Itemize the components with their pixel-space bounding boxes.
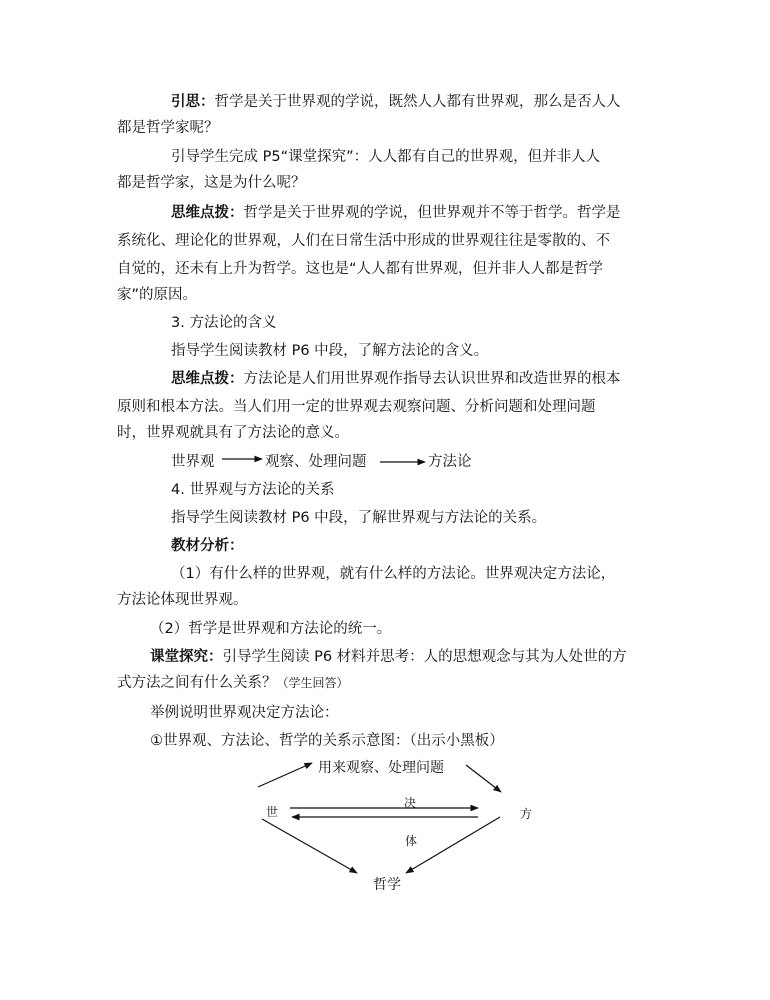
text-yinsi-1: 哲学是关于世界观的学说，既然人人都有世界观，那么是否人人 (214, 94, 621, 110)
paragraph-read-methodology: 指导学生阅读教材 P6 中段，了解方法论的含义。 (171, 343, 489, 359)
text-explore-1: 引导学生阅读 P6 材料并思考：人的思想观念与其为人处世的方 (222, 649, 627, 665)
diagram-label-right: 方 (520, 807, 533, 821)
flow-methodology: 方法论 (428, 454, 472, 470)
paragraph-point1-line2: 方法论体现世界观。 (117, 592, 248, 608)
label-textbook-analysis: 教材分析： (171, 538, 244, 554)
diagram-label-mid-bottom: 体 (405, 834, 418, 848)
paragraph-hint-line3: 自觉的，还未有上升为哲学。这也是“人人都有世界观，但并非人人都是哲学 (117, 261, 604, 277)
label-hint: 思维点拨： (171, 205, 244, 221)
diagram-label-top: 用来观察、处理问题 (318, 760, 444, 776)
text-hint-1: 哲学是关于世界观的学说，但世界观并不等于哲学。哲学是 (243, 205, 621, 221)
label-hint2: 思维点拨： (171, 371, 244, 387)
paragraph-hint-line4: 家”的原因。 (117, 287, 198, 303)
paragraph-hint-line2: 系统化、理论化的世界观，人们在日常生活中形成的世界观往往是零散的、不 (117, 233, 610, 249)
paragraph-hint2-line2: 原则和根本方法。当人们用一定的世界观去观察问题、分析问题和处理问题 (117, 399, 596, 415)
text-explore-2: 式方法之间有什么关系？ (117, 675, 277, 691)
flow-worldview: 世界观 (171, 454, 215, 470)
label-yinsi: 引思： (171, 94, 215, 110)
paragraph-guide-line1: 引导学生完成 P5“课堂探究”：人人都有自己的世界观，但并非人人 (171, 149, 601, 165)
heading-methodology: 3. 方法论的含义 (171, 315, 277, 331)
label-explore: 课堂探究： (150, 649, 223, 665)
paragraph-hint2-line3: 时，世界观就具有了方法论的意义。 (117, 425, 349, 441)
diagram-label-left: 世 (266, 805, 279, 819)
diagram-arrow-left-to-bottom (262, 819, 357, 873)
heading-relation: 4. 世界观与方法论的关系 (171, 482, 335, 498)
paragraph-point2: （2）哲学是世界观和方法论的统一。 (150, 621, 392, 637)
flow-observe: 观察、处理问题 (265, 454, 367, 470)
text-hint2-1: 方法论是人们用世界观作指导去认识世界和改造世界的根本 (243, 371, 621, 387)
paragraph-yinsi-line2: 都是哲学家呢？ (117, 120, 219, 136)
paragraph-example: 举例说明世界观决定方法论： (150, 705, 339, 721)
diagram-arrow-down-right (466, 765, 501, 792)
paragraph-point1-line1: （1）有什么样的世界观，就有什么样的方法论。世界观决定方法论， (171, 566, 616, 582)
diagram-arrow-right-to-bottom (406, 817, 500, 873)
paragraph-read-relation: 指导学生阅读教材 P6 中段，了解世界观与方法论的关系。 (171, 510, 547, 526)
text-explore-note: （学生回答） (276, 676, 349, 690)
paragraph-diagram-caption: ①世界观、方法论、哲学的关系示意图：（出示小黑板） (150, 733, 504, 749)
diagram-label-bottom: 哲学 (373, 877, 401, 893)
diagram-arrow-up-left (258, 763, 312, 787)
diagram-label-mid-top: 决 (404, 796, 417, 810)
paragraph-guide-line2: 都是哲学家，这是为什么呢？ (117, 175, 306, 191)
